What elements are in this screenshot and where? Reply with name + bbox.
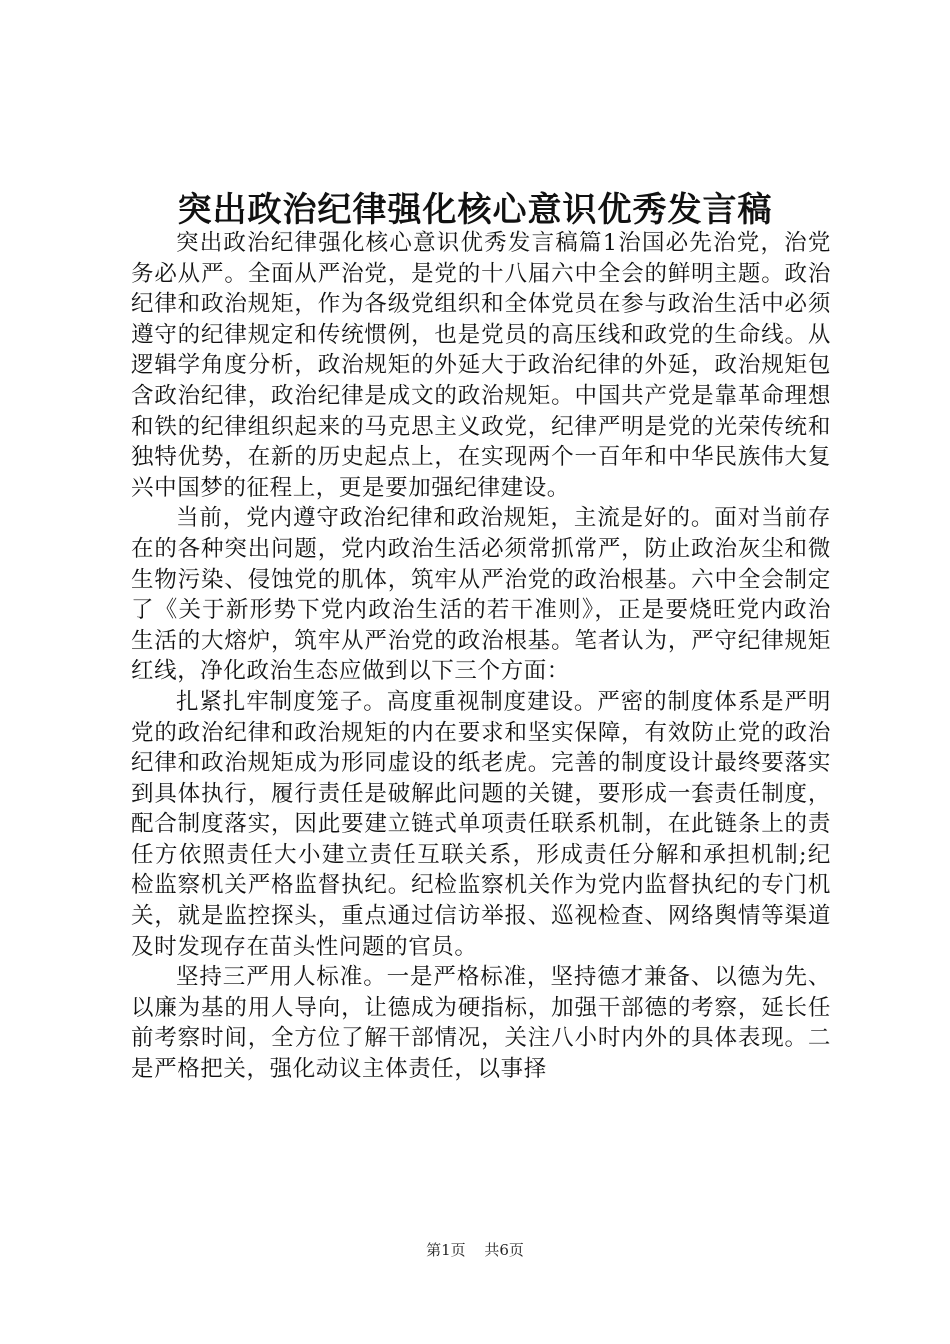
- document-body: [131, 228, 831, 1085]
- paragraph-3: 扎紧扎牢制度笼子。高度重视制度建设。严密的制度体系是严明党的政治纪律和政治规矩的内在要求和坚实保障，有效防止党的政治纪律和政治规矩成为形同虚设的纸老虎。完善的制度设计最终要落实到具体执行，履行责任是破解此问题的关键，要形成一套责任制度，配合制度落实，因此要建立链式单项责任联系机制，在此链条上的责任方依照责任大小建立责任互联关系，形成责任分解和承担机制;纪检监察机关严格监督执纪。纪检监察机关作为党内监督执纪的专门机关，就是监控探头，重点通过信访举报、巡视检查、网络舆情等渠道及时发现存在苗头性问题的官员。: [131, 688, 831, 960]
- paragraph-2: 当前，党内遵守政治纪律和政治规矩，主流是好的。面对当前存在的各种突出问题，党内政治生活必须常抓常严，防止政治灰尘和微生物污染、侵蚀党的肌体，筑牢从严治党的政治根基。六中全会制定了《关于新形势下党内政治生活的若干准则》，正是要烧旺党内政治生活的大熔炉，筑牢从严治党的政治根基。笔者认为，严守纪律规矩红线，净化政治生态应做到以下三个方面：: [131, 505, 831, 685]
- page-number: 第1页: [426, 1241, 466, 1259]
- paragraph-4: 坚持三严用人标准。一是严格标准，坚持德才兼备、以德为先、以廉为基的用人导向，让德成为硬指标，加强干部德的考察，延长任前考察时间，全方位了解干部情况，关注八小时内外的具体表现。二是严格把关，强化动议主体责任，以事择: [131, 964, 831, 1083]
- paragraph-1: 突出政治纪律强化核心意识优秀发言稿篇1治国必先治党，治党务必从严。全面从严治党，是党的十八届六中全会的鲜明主题。政治纪律和政治规矩，作为各级党组织和全体党员在参与政治生活中必须遵守的纪律规定和传统惯例，也是党员的高压线和政党的生命线。从逻辑学角度分析，政治规矩的外延大于政治纪律的外延，政治规矩包含政治纪律，政治纪律是成文的政治规矩。中国共产党是靠革命理想和铁的纪律组织起来的马克思主义政党，纪律严明是党的光荣传统和独特优势，在新的历史起点上，在实现两个一百年和中华民族伟大复兴中国梦的征程上，更是要加强纪律建设。: [131, 230, 831, 501]
- page-total: 共6页: [484, 1241, 524, 1259]
- page-footer: [0, 1240, 950, 1260]
- document-title: 突出政治纪律强化核心意识优秀发言稿: [177, 190, 773, 230]
